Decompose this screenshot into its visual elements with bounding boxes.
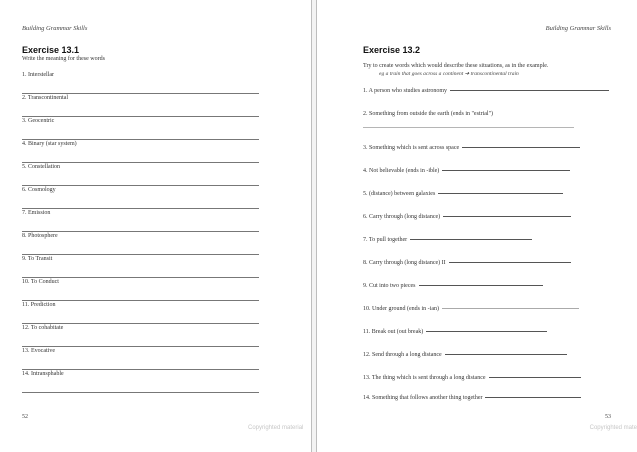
- answer-line: [363, 127, 574, 128]
- exercise-instruction: Write the meaning for these words: [22, 56, 105, 62]
- copyright-watermark: Copyrighted material: [248, 425, 304, 431]
- list-item: 4. Not believable (ends in -ible): [363, 167, 570, 175]
- answer-line: [22, 346, 259, 347]
- answer-line: [445, 354, 567, 355]
- list-item: 12. Send through a long distance: [363, 351, 567, 359]
- exercise-title: Exercise 13.2: [363, 45, 421, 55]
- answer-line: [410, 239, 532, 240]
- answer-line: [462, 147, 580, 148]
- list-item: 11. Break out (out break): [363, 328, 547, 336]
- exercise-instruction: Try to create words which would describe these situations, as in the example.: [363, 63, 549, 69]
- list-item: 12. To cohabitate: [22, 325, 64, 331]
- list-item: 7. Emission: [22, 210, 51, 216]
- list-item: 1. A person who studies astronomy: [363, 87, 609, 95]
- list-item: 11. Prediction: [22, 302, 56, 308]
- running-head: Building Grammar Skills: [545, 25, 611, 32]
- list-item: 3. Geocentric: [22, 118, 55, 124]
- page-number: 53: [605, 414, 611, 420]
- list-item: 10. Under ground (ends in -ian): [363, 305, 579, 313]
- answer-line: [443, 216, 571, 217]
- list-item: 5. (distance) between galaxies: [363, 190, 563, 198]
- list-item: 7. To pull together: [363, 236, 532, 244]
- list-item: 6. Carry through (long distance): [363, 213, 571, 221]
- answer-line: [449, 262, 571, 263]
- list-item: 13. Evocative: [22, 348, 55, 354]
- list-item: 8. Photosphere: [22, 233, 58, 239]
- running-head: Building Grammar Skills: [22, 25, 88, 32]
- list-item: 14. Something that follows another thing together: [363, 394, 581, 402]
- list-item: 2. Something from outside the earth (ends in "estrial"): [363, 111, 494, 117]
- answer-line: [22, 116, 259, 117]
- list-item: 5. Constellation: [22, 164, 60, 170]
- right-page: [317, 0, 637, 452]
- list-item: 2. Transcontinental: [22, 95, 68, 101]
- left-page: [0, 0, 311, 452]
- exercise-title: Exercise 13.1: [22, 45, 80, 55]
- copyright-watermark: Copyrighted mate: [589, 425, 637, 431]
- list-item: 10. To Conduct: [22, 279, 59, 285]
- list-item: 3. Something which is sent across space: [363, 144, 580, 152]
- answer-line: [442, 170, 570, 171]
- answer-line: [22, 300, 259, 301]
- list-item: 9. Cut into two pieces: [363, 282, 543, 290]
- list-item: 14. Intransphable: [22, 371, 64, 377]
- answer-line: [419, 285, 543, 286]
- page-number: 52: [22, 414, 28, 420]
- answer-line: [22, 185, 259, 186]
- list-item: 4. Binary (star system): [22, 141, 77, 147]
- list-item: 6. Cosmology: [22, 187, 56, 193]
- list-item: 1. Interstellar: [22, 72, 54, 78]
- answer-line: [426, 331, 547, 332]
- list-item: 9. To Transit: [22, 256, 53, 262]
- answer-line: [450, 90, 609, 91]
- answer-line: [442, 308, 579, 309]
- answer-line: [22, 254, 259, 255]
- answer-line: [22, 208, 259, 209]
- answer-line: [438, 193, 563, 194]
- exercise-example: eg a train that goes across a continent ➔ transcontinental train: [379, 71, 519, 77]
- answer-line: [485, 397, 581, 398]
- list-item: 8. Carry through (long distance) II: [363, 259, 571, 267]
- answer-line: [22, 392, 259, 393]
- list-item: 13. The thing which is sent through a long distance: [363, 374, 581, 382]
- answer-line: [489, 377, 581, 378]
